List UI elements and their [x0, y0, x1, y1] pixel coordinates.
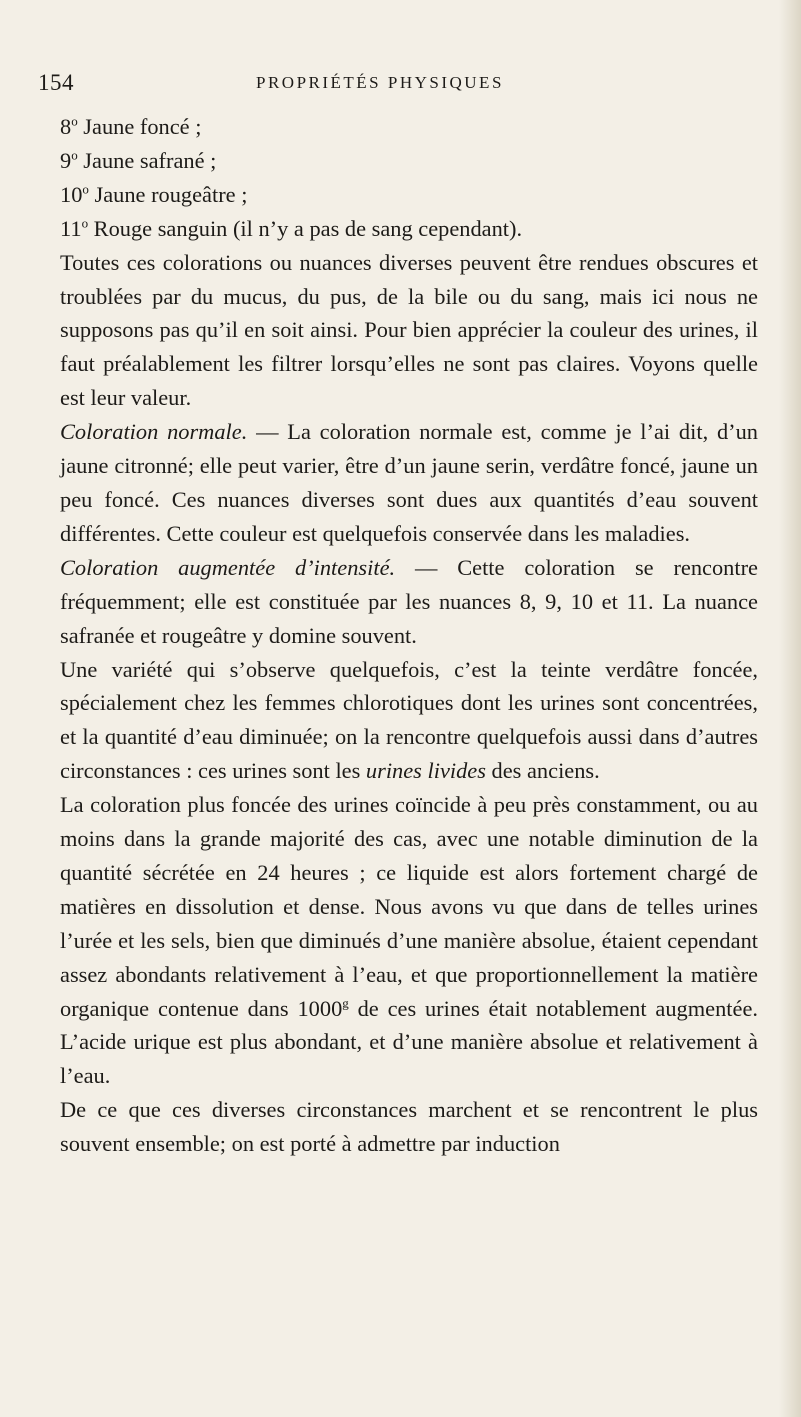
body-text: [60, 110, 758, 1161]
paragraph: Toutes ces colorations ou nuances diverses peuvent être rendues obscures et troublées par du mucus, du pus, de la bile ou du sang, mais ici nous ne supposons pas qu’il en soit ainsi. Pour bien apprécier la couleur des urines, il faut préalablement les filtrer lorsqu’elles ne sont pas claires. Voyons quelle est leur valeur.: [60, 249, 758, 411]
paragraph: Coloration augmentée d’intensité. — Cette coloration se rencontre fréquemment; elle est constituée par les nuances 8, 9, 10 et 11. La nuance safranée et rougeâtre y domine souvent.: [60, 554, 758, 648]
page-header: [38, 70, 763, 100]
page-number: 154: [38, 70, 74, 95]
italic-term: urines livides: [365, 758, 486, 784]
paragraph: Coloration normale. — La coloration normale est, comme je l’ai dit, d’un jaune citronné; elle peut varier, être d’un jaune serin, verdâtre foncé, jaune un peu foncé. Ces nuances diverses sont dues aux quantités d’eau souvent différentes. Cette couleur est quelquefois conservée dans les maladies.: [60, 419, 758, 546]
list-item: 11$^o$ Rouge sanguin (il n’y a pas de sang cependant).: [60, 215, 523, 241]
paragraph: La coloration plus foncée des urines coïncide à peu près constamment, ou au moins dans la grande majorité des cas, avec une notable diminution de la quantité sécrétée en 24 heures ; ce liquide est alors fortement chargé de matières en dissolution et dense. Nous avons vu que dans de telles urines l’urée et les sels, bien que diminués d’une manière absolue, étaient cependant assez abondants relativement à l’eau, et que proportionnellement la matière organique contenue dans 1000$^g$ de ces urines était notablement augmentée. L’acide urique est plus abondant, et d’une manière absolue et relativement à l’eau.: [60, 792, 758, 1089]
section-heading: Coloration normale.: [60, 419, 248, 445]
paragraph: Une variété qui s’observe quelquefois, c’est la teinte verdâtre foncée, spécialement chez les femmes chlorotiques dont les urines sont concentrées, et la quantité d’eau diminuée; on la rencontre quelquefois aussi dans d’autres circonstances : ces urines sont les urines livides des anciens.: [60, 656, 758, 784]
running-title: PROPRIÉTÉS PHYSIQUES: [256, 73, 504, 92]
list-item: 9$^o$ Jaune safrané ;: [60, 147, 217, 173]
list-item: 8$^o$ Jaune foncé ;: [60, 113, 202, 139]
list-item: 10$^o$ Jaune rougeâtre ;: [60, 181, 248, 207]
section-heading: Coloration augmentée d’intensité.: [60, 554, 396, 580]
page-edge-shadow: [779, 0, 801, 1417]
paragraph: De ce que ces diverses circonstances marchent et se rencontrent le plus souvent ensemble; on est porté à admettre par induction: [60, 1097, 758, 1157]
